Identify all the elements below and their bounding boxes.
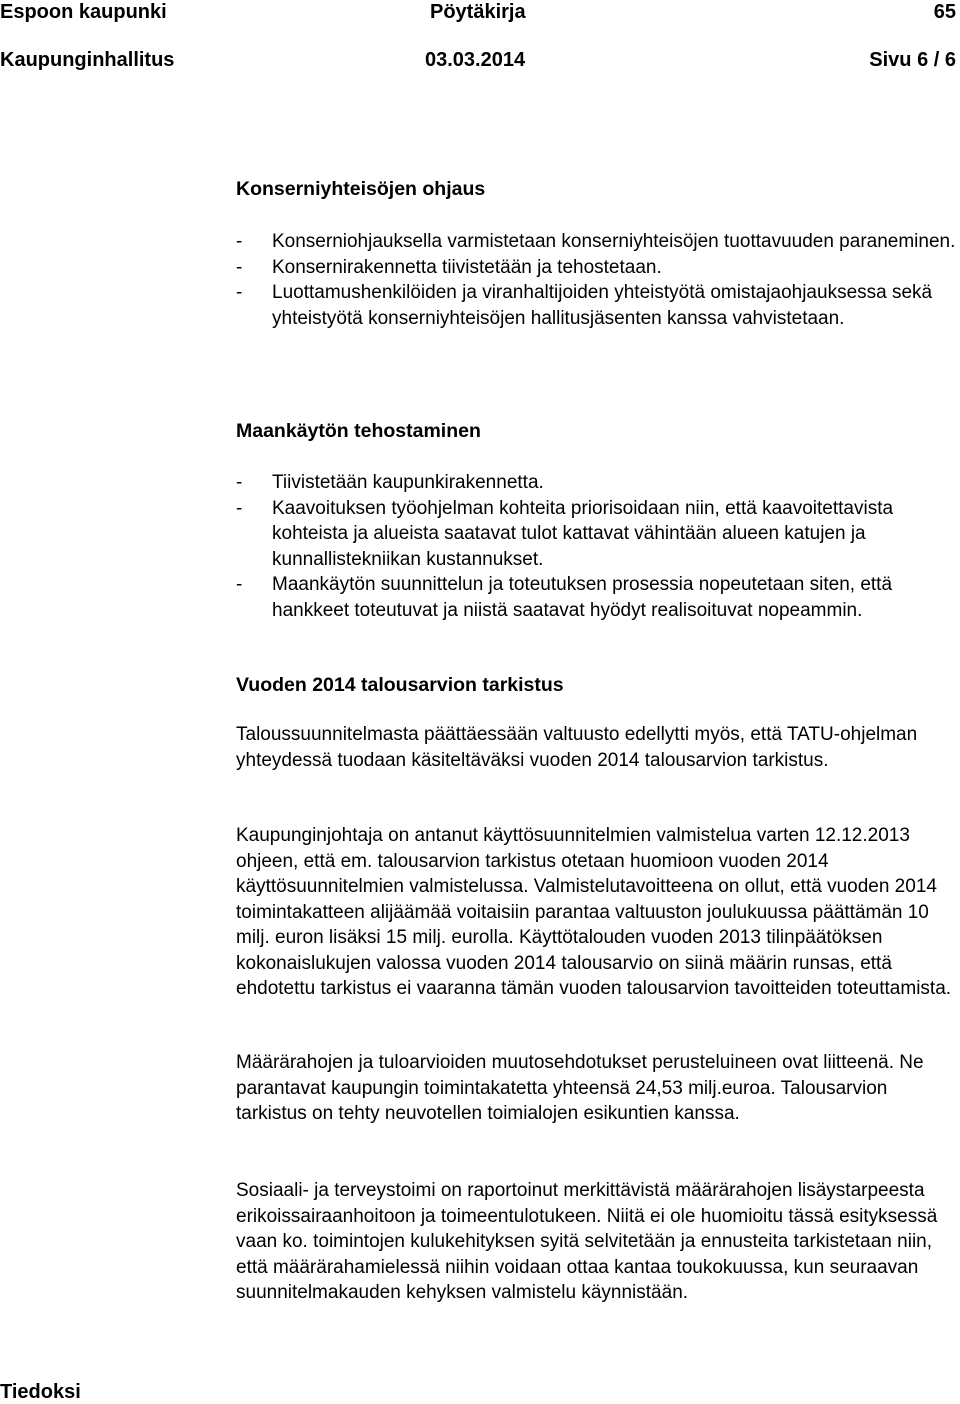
list-item-text: Luottamushenkilöiden ja viranhaltijoiden yhteistyötä omistajaohjauksessa sekä yhteistyötä konserniyhteisöjen hallitusjäsenten kanssa vahvistetaan. [272,282,933,329]
paragraph-sosiaali-ja-terveystoimi: Sosiaali- ja terveystoimi on raportoinut merkittävistä määrärahojen lisäystarpeesta erikoissairaanhoitoon ja toimeentulotukeen. Niitä ei ole huomioitu tässä esityksessä vaan ko. toimintojen kulukehityksen syitä selvitetään ja ennusteita tarkistetaan niin, että määrärahamielessä niihin voidaan ottaa kantaa toukokuussa, kun seuraavan suunnitelmakauden kehyksen valmistelu käynnistään. [236,1180,938,1303]
bullet-dash: - [236,256,243,278]
paragraph-maararahat: Määrärahojen ja tuloarvioiden muutosehdotukset perusteluineen ovat liitteenä. Ne parantavat kaupungin toimintakatetta yhteensä 24,53 milj.euroa. Talousarvion tarkistus on tehty neuvotellen toimialojen esikuntien kanssa. [236,1052,924,1124]
list-item-text: Konserniohjauksella varmistetaan konserniyhteisöjen tuottavuuden paraneminen. [272,231,956,252]
section-heading-maankayton-tehostaminen: Maankäytön tehostaminen [236,420,481,442]
bullet-list-maankaytto [236,470,956,623]
section-heading-konserniyhteisojen-ohjaus: Konserniyhteisöjen ohjaus [236,178,486,200]
paragraph-taloussuunnitelma: Taloussuunnitelmasta päättäessään valtuusto edellytti myös, että TATU-ohjelman yhteydessä tuodaan käsiteltäväksi vuoden 2014 talousarvion tarkistus. [236,724,918,771]
header-page-number: Sivu 6 / 6 [869,49,956,71]
header-section-number: 65 [933,1,956,23]
list-item [236,280,956,331]
list-item [236,496,956,573]
bullet-list-konserniohjaus [236,229,956,331]
bullet-dash: - [236,497,243,519]
bullet-dash: - [236,282,243,303]
header-date: 03.03.2014 [425,49,526,71]
bullet-dash: - [236,231,243,252]
list-item-text: Kaavoituksen työohjelman kohteita priorisoidaan niin, että kaavoitettavista kohteista ja alueista saatavat tulot kattavat vähintään alueen katujen ja kunnallistekniikan kustannukset. [272,497,894,570]
list-item [236,255,956,281]
list-item-text: Maankäytön suunnittelun ja toteutuksen prosessia nopeutetaan siten, että hankkeet toteutuvat ja niistä saatavat hyödyt realisoituvat nopeammin. [272,574,893,621]
list-item [236,572,956,623]
header-body: Kaupunginhallitus [0,49,175,71]
list-item [236,470,956,496]
list-item-text: Konsernirakennetta tiivistetään ja tehostetaan. [272,256,662,278]
section-heading-talousarvion-tarkistus: Vuoden 2014 talousarvion tarkistus [236,674,564,696]
list-item-text: Tiivistetään kaupunkirakennetta. [272,472,544,493]
list-item [236,229,956,255]
header-organization: Espoon kaupunki [0,1,167,23]
bullet-dash: - [236,472,243,493]
header-document-type: Pöytäkirja [430,1,526,23]
footer-tiedoksi: Tiedoksi [0,1381,81,1403]
paragraph-kaupunginjohtaja: Kaupunginjohtaja on antanut käyttösuunnitelmien valmistelua varten 12.12.2013 ohjeen, että em. talousarvion tarkistus otetaan huomioon vuoden 2014 käyttösuunnitelmien valmistelussa. Valmistelutavoitteena on ollut, että vuoden 2014 toimintakatteen alijäämää voitaisiin parantaa valtuuston joulukuussa päättämän 10 milj. euron lisäksi 15 milj. eurolla. Käyttötalouden vuoden 2013 tilinpäätöksen kokonaislukujen valossa vuoden 2014 talousarvio on siinä määrin runsas, että ehdotettu tarkistus ei vaaranna tämän vuoden talousarvion tavoitteiden toteuttamista. [236,825,952,999]
bullet-dash: - [236,574,243,595]
